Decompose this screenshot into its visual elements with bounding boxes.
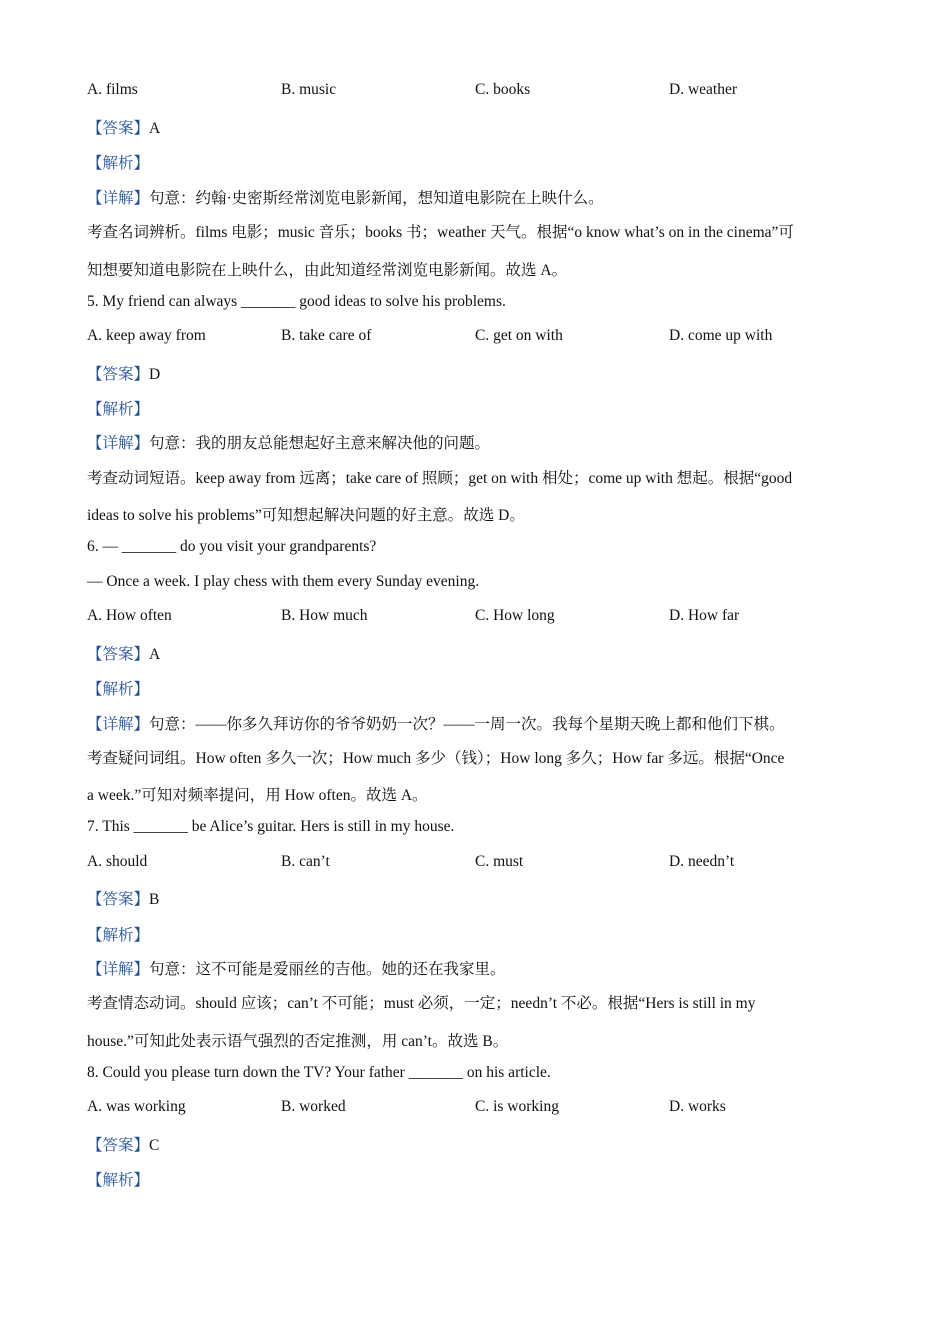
q4-option-a: A. films bbox=[87, 81, 138, 98]
q7-option-d: D. needn’t bbox=[669, 853, 735, 870]
detail-tag: 【详解】 bbox=[87, 716, 150, 733]
q8-question: 8. Could you please turn down the TV? Your father _______ on his article. bbox=[87, 1064, 551, 1081]
q6-option-c: C. How long bbox=[475, 607, 555, 624]
q8-option-c: C. is working bbox=[475, 1098, 559, 1115]
q6-answer: A bbox=[149, 646, 161, 663]
detail-tag: 【详解】 bbox=[87, 435, 150, 452]
q6-detail: 句意：——你多久拜访你的爷爷奶奶一次？——一周一次。我每个星期天晚上都和他们下棋。 bbox=[149, 716, 785, 733]
q4-explain-1: 考查名词辨析。films 电影；music 音乐；books 书；weather 天气。根据“o know what’s on in the cinema”可 bbox=[87, 224, 794, 241]
q6-option-a: A. How often bbox=[87, 607, 172, 624]
q8-answer-line bbox=[87, 1133, 159, 1155]
q5-explain-2: ideas to solve his problems”可知想起解决问题的好主意。故选 D。 bbox=[87, 507, 525, 524]
q8-option-b: B. worked bbox=[281, 1098, 346, 1115]
q4-analysis-tag: 【解析】 bbox=[87, 155, 150, 172]
q8-analysis-tag: 【解析】 bbox=[87, 1172, 150, 1189]
q8-option-a: A. was working bbox=[87, 1098, 186, 1115]
answer-tag: 【答案】 bbox=[87, 366, 150, 383]
q5-option-c: C. get on with bbox=[475, 327, 563, 344]
q4-option-b: B. music bbox=[281, 81, 337, 98]
q7-explain-1: 考查情态动词。should 应该；can’t 不可能；must 必须，一定；needn’t 不必。根据“Hers is still in my bbox=[87, 995, 756, 1012]
q7-answer: B bbox=[149, 891, 160, 908]
q6-analysis-tag: 【解析】 bbox=[87, 681, 150, 698]
q5-detail-line bbox=[87, 431, 490, 453]
q5-answer-line bbox=[87, 362, 160, 384]
q6-option-b: B. How much bbox=[281, 607, 368, 624]
detail-tag: 【详解】 bbox=[87, 190, 150, 207]
q4-answer-line bbox=[87, 116, 160, 138]
q5-option-a: A. keep away from bbox=[87, 327, 206, 344]
q7-explain-2: house.”可知此处表示语气强烈的否定推测，用 can’t。故选 B。 bbox=[87, 1033, 509, 1050]
q7-option-b: B. can’t bbox=[281, 853, 330, 870]
q6-question: 6. — _______ do you visit your grandparents? bbox=[87, 538, 377, 555]
q4-detail-line bbox=[87, 186, 604, 208]
answer-tag: 【答案】 bbox=[87, 120, 150, 137]
q5-answer: D bbox=[149, 366, 161, 383]
q5-analysis-tag: 【解析】 bbox=[87, 401, 150, 418]
answer-tag: 【答案】 bbox=[87, 891, 150, 908]
q6-answer-line bbox=[87, 642, 160, 664]
q4-answer: A bbox=[149, 120, 161, 137]
q7-answer-line bbox=[87, 887, 159, 909]
q6-detail-line bbox=[87, 712, 785, 734]
q6-explain-1: 考查疑问词组。How often 多久一次；How much 多少（钱）；How long 多久；How far 多远。根据“Once bbox=[87, 750, 785, 767]
detail-tag: 【详解】 bbox=[87, 961, 150, 978]
q8-option-d: D. works bbox=[669, 1098, 726, 1115]
q4-explain-2: 知想要知道电影院在上映什么，由此知道经常浏览电影新闻。故选 A。 bbox=[87, 262, 568, 279]
q7-question: 7. This _______ be Alice’s guitar. Hers is still in my house. bbox=[87, 818, 455, 835]
q5-option-d: D. come up with bbox=[669, 327, 773, 344]
answer-tag: 【答案】 bbox=[87, 1137, 150, 1154]
q4-option-c: C. books bbox=[475, 81, 531, 98]
q5-option-b: B. take care of bbox=[281, 327, 372, 344]
q4-option-d: D. weather bbox=[669, 81, 737, 98]
q7-option-c: C. must bbox=[475, 853, 524, 870]
answer-tag: 【答案】 bbox=[87, 646, 150, 663]
q6-reply: — Once a week. I play chess with them every Sunday evening. bbox=[87, 573, 480, 590]
q5-question: 5. My friend can always _______ good ideas to solve his problems. bbox=[87, 293, 506, 310]
q7-detail-line bbox=[87, 957, 506, 979]
q7-detail: 句意：这不可能是爱丽丝的吉他。她的还在我家里。 bbox=[149, 961, 506, 978]
q5-detail: 句意：我的朋友总能想起好主意来解决他的问题。 bbox=[149, 435, 491, 452]
q6-explain-2: a week.”可知对频率提问，用 How often。故选 A。 bbox=[87, 787, 428, 804]
q6-option-d: D. How far bbox=[669, 607, 740, 624]
q7-option-a: A. should bbox=[87, 853, 148, 870]
q8-answer: C bbox=[149, 1137, 160, 1154]
q7-analysis-tag: 【解析】 bbox=[87, 927, 150, 944]
q5-explain-1: 考查动词短语。keep away from 远离；take care of 照顾；get on with 相处；come up with 想起。根据“good bbox=[87, 470, 793, 487]
q4-detail: 句意：约翰·史密斯经常浏览电影新闻，想知道电影院在上映什么。 bbox=[149, 190, 604, 207]
